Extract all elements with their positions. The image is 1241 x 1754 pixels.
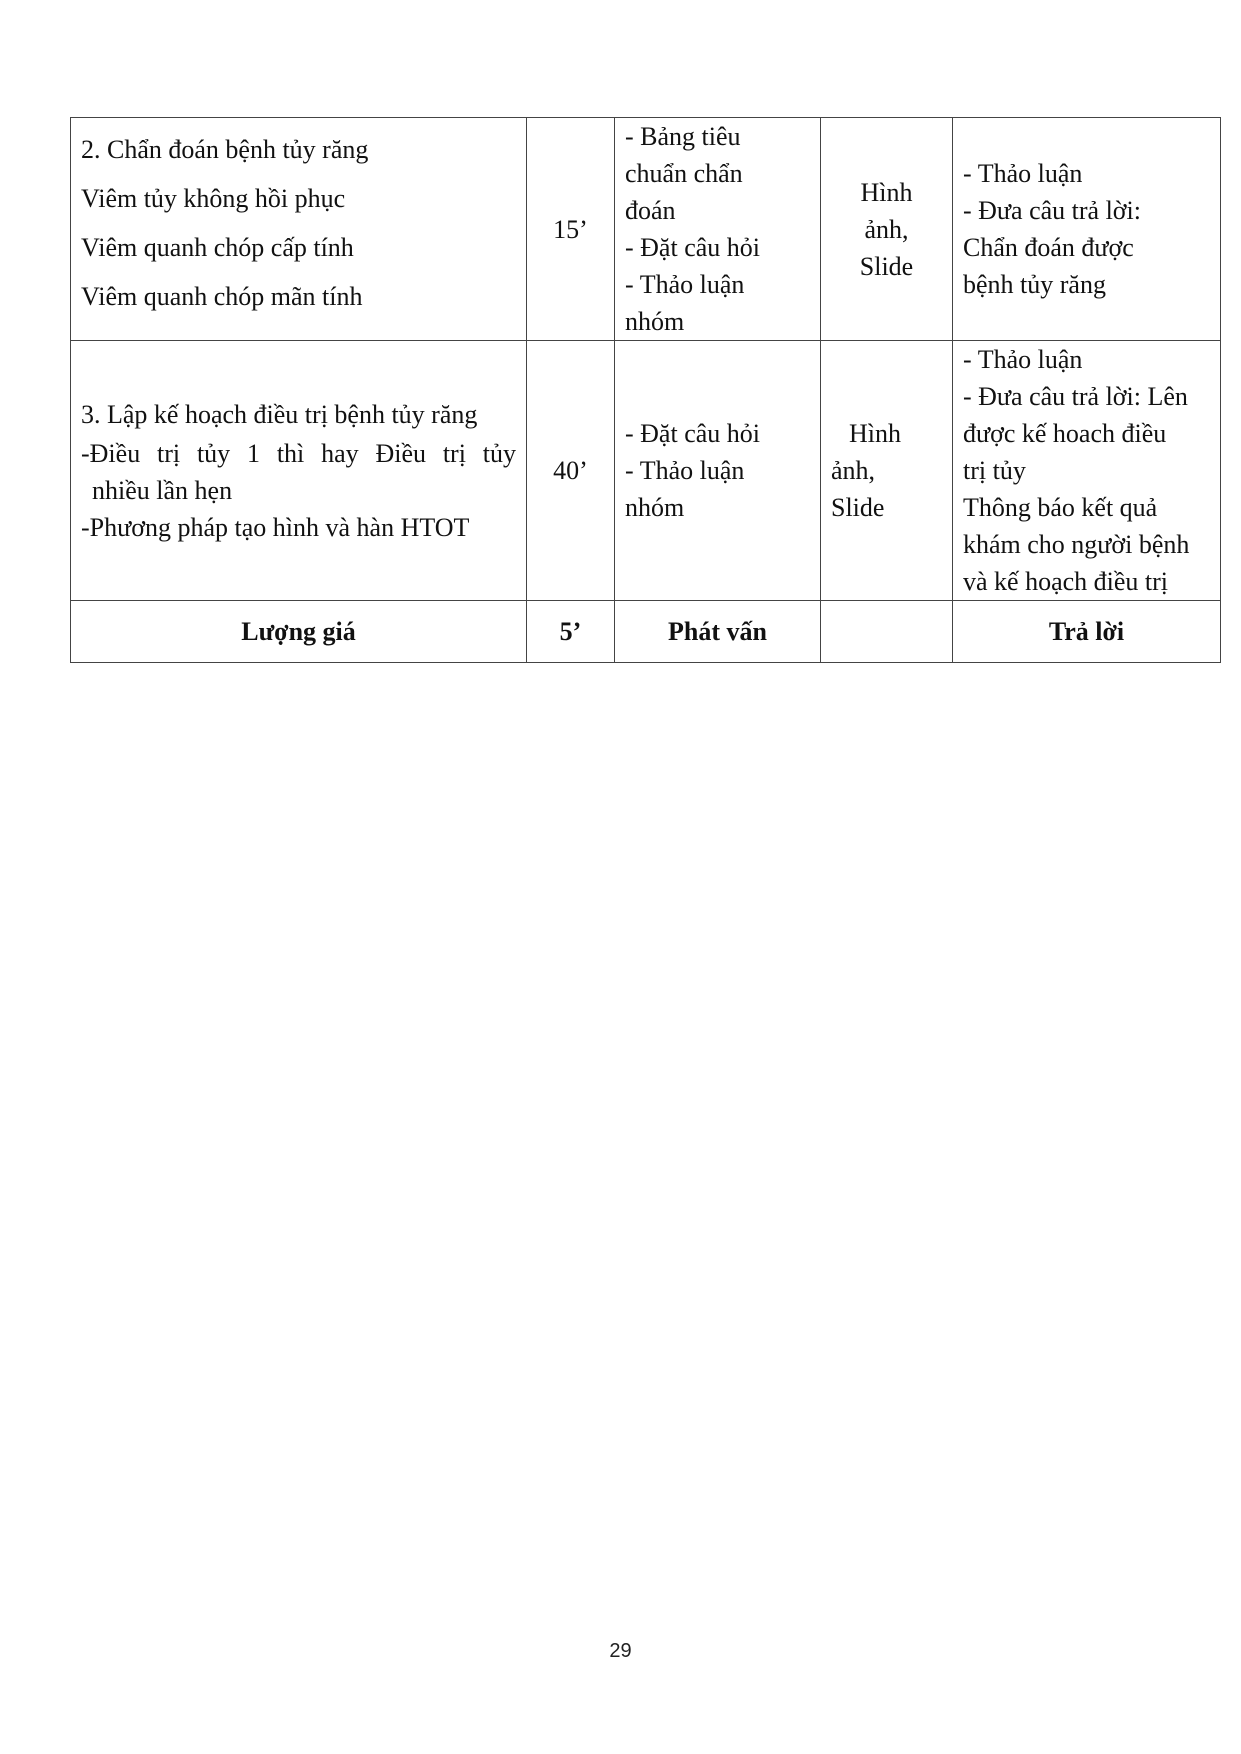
method-cell xyxy=(615,341,821,601)
content-line: nhiều lần hẹn xyxy=(92,475,233,505)
method-line: - Bảng tiêu xyxy=(625,122,741,151)
activity-cell xyxy=(953,118,1221,341)
activity-line: trị tủy xyxy=(963,456,1026,485)
method-line: - Đặt câu hỏi xyxy=(625,233,761,262)
activity-line: bệnh tủy răng xyxy=(963,270,1106,299)
method-line: nhóm xyxy=(625,307,685,336)
table-row xyxy=(71,341,1221,601)
materials-cell xyxy=(821,601,953,663)
content-line: -Phương pháp tạo hình và hàn HTOT xyxy=(81,512,470,542)
content-cell xyxy=(71,341,527,601)
content-line: -Điều trị tủy 1 thì hay Điều trị tủy xyxy=(81,438,516,468)
method-line: nhóm xyxy=(625,493,685,522)
activity-line: khám cho người bệnh xyxy=(963,530,1190,559)
evaluation-label: Lượng giá xyxy=(71,601,527,663)
materials-line: ảnh, xyxy=(864,214,909,244)
materials-line: Hình xyxy=(860,177,913,207)
activity-cell: Trả lời xyxy=(953,601,1221,663)
content-cell xyxy=(71,118,527,341)
time-cell: 40’ xyxy=(527,341,615,601)
materials-cell xyxy=(821,118,953,341)
materials-line: Slide xyxy=(831,493,885,522)
materials-cell xyxy=(821,341,953,601)
content-line: Viêm quanh chóp mãn tính xyxy=(81,282,363,311)
activity-line: - Thảo luận xyxy=(963,345,1083,374)
table-row xyxy=(71,601,1221,663)
activity-line: - Đưa câu trả lời: xyxy=(963,196,1141,225)
activity-line: Chẩn đoán được xyxy=(963,233,1134,262)
time-cell: 5’ xyxy=(527,601,615,663)
activity-cell xyxy=(953,341,1221,601)
method-cell: Phát vấn xyxy=(615,601,821,663)
materials-line: Slide xyxy=(859,251,914,281)
method-line: chuẩn chẩn xyxy=(625,159,743,188)
section-title: 3. Lập kế hoạch điều trị bệnh tủy răng xyxy=(81,399,478,429)
materials-line: Hình xyxy=(849,419,901,448)
method-line: - Thảo luận xyxy=(625,456,745,485)
method-line: - Thảo luận xyxy=(625,270,745,299)
content-line: Viêm quanh chóp cấp tính xyxy=(81,233,354,262)
materials-line: ảnh, xyxy=(831,456,876,485)
method-line: - Đặt câu hỏi xyxy=(625,419,761,448)
method-cell xyxy=(615,118,821,341)
method-line: đoán xyxy=(625,196,676,225)
lesson-plan-table xyxy=(70,117,1221,663)
content-line: Viêm tủy không hồi phục xyxy=(81,184,346,213)
activity-line: và kế hoạch điều trị xyxy=(963,567,1169,596)
activity-line: - Đưa câu trả lời: Lên xyxy=(963,382,1188,411)
section-title: 2. Chẩn đoán bệnh tủy răng xyxy=(81,135,369,164)
activity-line: Thông báo kết quả xyxy=(963,493,1158,522)
activity-line: được kế hoach điều xyxy=(963,419,1167,448)
time-cell: 15’ xyxy=(527,118,615,341)
activity-line: - Thảo luận xyxy=(963,159,1083,188)
page-number: 29 xyxy=(609,1640,632,1662)
table-row xyxy=(71,118,1221,341)
